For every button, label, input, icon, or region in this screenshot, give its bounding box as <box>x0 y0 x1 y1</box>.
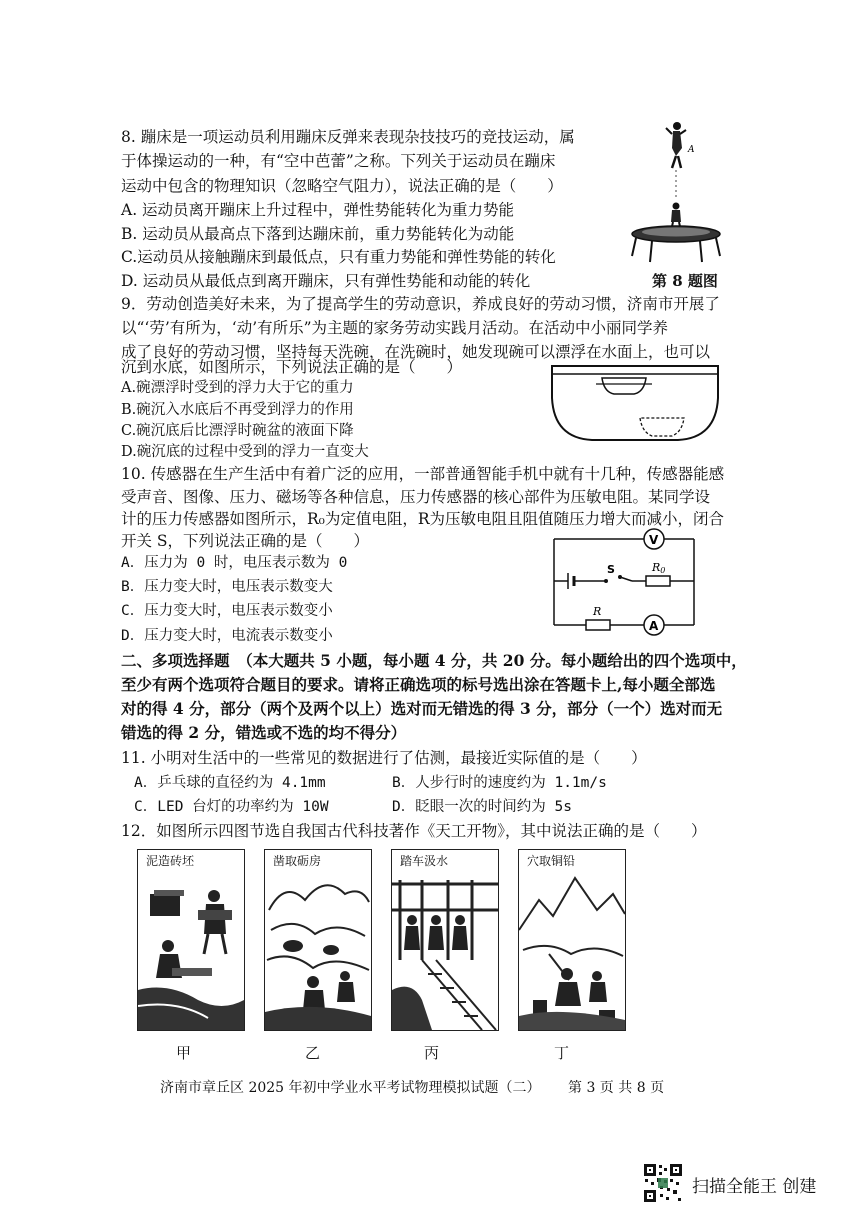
q10-option-c: C．压力变大时，电压表示数变小 <box>121 603 333 619</box>
q10-stem-line4: 开关 S，下列说法正确的是（ ） <box>121 532 370 550</box>
picture-copper-lead-mining <box>518 849 626 1031</box>
section2-heading-line1: 二、多项选择题 （本大题共 5 小题，每小题 4 分，共 20 分。每小题给出的四个选项中， <box>121 651 747 670</box>
q10-stem-line2: 受声音、图像、压力、磁场等各种信息，压力传感器的核心部件为压敏电阻。某同学设 <box>121 488 711 506</box>
picture-mud-bricks <box>137 849 245 1031</box>
q12-stem: 12．如图所示四图节选自我国古代科技著作《天工开物》，其中说法正确的是（ ） <box>121 822 707 840</box>
picture-oyster-shells-title: 凿取砺房 <box>273 854 322 868</box>
picture-copper-lead-mining-title: 穴取铜铅 <box>527 854 576 868</box>
pressure-sensor-circuit <box>548 525 708 641</box>
q11-stem: 11. 小明对生活中的一些常见的数据进行了估测，最接近实际值的是（ ） <box>121 749 647 767</box>
q11-option-b: B．人步行时的速度约为 1.1m/s <box>392 775 607 791</box>
ammeter-label: A <box>649 619 659 633</box>
trampoline-mark-a: A <box>688 145 695 155</box>
picture-treadmill-water <box>391 849 499 1031</box>
q8-option-a: A. 运动员离开蹦床上升过程中，弹性势能转化为重力势能 <box>121 201 515 219</box>
q8-stem-line1: 8. 蹦床是一项运动员利用蹦床反弹来表现杂技技巧的竞技运动，属 <box>121 128 575 146</box>
picture-caption-bing: 丙 <box>424 1044 440 1062</box>
picture-caption-ding: 丁 <box>554 1044 570 1062</box>
q11-option-c: C．LED 台灯的功率约为 10W <box>134 799 329 815</box>
qr-code-icon <box>642 1162 684 1204</box>
q9-stem-line4: 沉到水底，如图所示，下列说法正确的是（ ） <box>121 358 463 376</box>
switch-label: S <box>607 563 615 576</box>
voltmeter-label: V <box>649 533 659 547</box>
basin-bowl-figure <box>548 360 722 446</box>
q11-option-d: D．眨眼一次的时间约为 5s <box>392 799 572 815</box>
picture-caption-jia: 甲 <box>176 1044 192 1062</box>
picture-mud-bricks-title: 泥造砖坯 <box>146 854 195 868</box>
picture-caption-yi: 乙 <box>305 1044 321 1062</box>
section2-heading-line3: 对的得 4 分，部分（两个及两个以上）选对而无错选的得 3 分，部分（一个）选对而无 <box>121 699 723 718</box>
q8-option-d: D. 运动员从最低点到离开蹦床，只有弹性势能和动能的转化 <box>121 272 531 290</box>
q9-stem-line2: 以“‘劳’有所为，‘动’有所乐”为主题的家务劳动实践月活动。在活动中小丽同学养 <box>121 319 669 337</box>
q8-option-b: B. 运动员从最高点下落到达蹦床前，重力势能转化为动能 <box>121 225 515 243</box>
q8-stem-line3: 运动中包含的物理知识（忽略空气阻力），说法正确的是（ ） <box>121 177 563 195</box>
q8-option-c: C.运动员从接触蹦床到最低点，只有重力势能和弹性势能的转化 <box>121 248 556 266</box>
q11-option-a: A．乒乓球的直径约为 4.1mm <box>134 775 326 791</box>
q10-option-b: B．压力变大时，电压表示数变大 <box>121 579 333 595</box>
section2-heading-line4: 错选的得 2 分，错选或不选的均不得分） <box>121 723 407 742</box>
page-footer-title: 济南市章丘区 2025 年初中学业水平考试物理模拟试题（二） <box>160 1080 541 1096</box>
q9-option-d: D.碗沉底的过程中受到的浮力一直变大 <box>121 444 369 460</box>
section2-heading-line2: 至少有两个选项符合题目的要求。请将正确选项的标号选出涂在答题卡上,每小题全部选 <box>121 675 716 694</box>
r0-label: R0 <box>652 561 666 575</box>
q10-stem-line1: 10. 传感器在生产生活中有着广泛的应用，一部普通智能手机中就有十几种，传感器能感 <box>121 465 725 483</box>
picture-treadmill-water-title: 踏车汲水 <box>400 854 449 868</box>
q9-option-b: B.碗沉入水底后不再受到浮力的作用 <box>121 402 354 418</box>
q10-stem-line3: 计的压力传感器如图所示，R₀为定值电阻，R为压敏电阻且阻值随压力增大而减小，闭合 <box>121 510 725 528</box>
q9-option-c: C.碗沉底后比漂浮时碗盆的液面下降 <box>121 423 354 439</box>
q9-option-a: A.碗漂浮时受到的浮力大于它的重力 <box>121 380 354 396</box>
q9-stem-line1: 9．劳动创造美好未来，为了提高学生的劳动意识，养成良好的劳动习惯，济南市开展了 <box>121 295 720 313</box>
q10-option-a: A．压力为 0 时，电压表示数为 0 <box>121 555 348 571</box>
page-number: 第 3 页 共 8 页 <box>568 1080 665 1096</box>
q10-option-d: D．压力变大时，电流表示数变小 <box>121 628 333 644</box>
trampoline-figure <box>628 118 724 268</box>
q9-stem-line3: 成了良好的劳动习惯，坚持每天洗碗，在洗碗时，她发现碗可以漂浮在水面上，也可以 <box>121 343 711 361</box>
picture-oyster-shells <box>264 849 372 1031</box>
scanner-watermark: 扫描全能王 创建 <box>692 1177 817 1197</box>
r-label: R <box>593 605 602 618</box>
q8-figure-label: 第 8 题图 <box>652 272 718 290</box>
q8-stem-line2: 于体操运动的一种，有“空中芭蕾”之称。下列关于运动员在蹦床 <box>121 152 556 170</box>
